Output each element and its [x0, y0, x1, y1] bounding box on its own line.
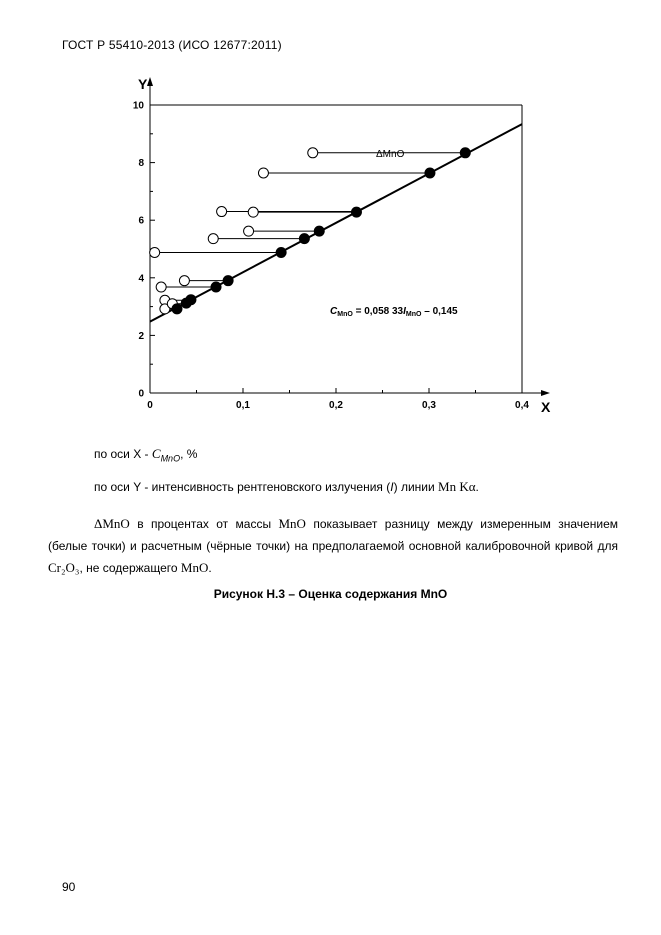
y-tick-label: 0 — [138, 388, 144, 400]
measured-point — [217, 207, 227, 217]
measured-point — [208, 234, 218, 244]
measured-point — [179, 276, 189, 286]
x-tick-label: 0,2 — [329, 400, 343, 411]
calculated-point — [211, 282, 221, 292]
x-tick-labels — [147, 400, 529, 411]
x-axis-caption: по оси X - $C_{MnO}$, % — [94, 446, 198, 464]
x-axis-label: X — [541, 399, 551, 415]
y-axis-arrow — [147, 77, 153, 86]
y-tick-label: 10 — [132, 100, 144, 112]
y-tick-label: 8 — [138, 158, 144, 170]
x-axis-arrow — [541, 390, 550, 396]
calculated-point — [172, 304, 182, 314]
delta-label: ΔMnO — [376, 149, 405, 160]
calculated-point — [314, 226, 324, 236]
x-tick-label: 0,1 — [236, 400, 250, 411]
x-tick-label: 0,3 — [422, 400, 436, 411]
page-number: 90 — [62, 880, 76, 894]
y-tick-label: 2 — [138, 330, 144, 342]
x-tick-label: 0 — [147, 400, 153, 411]
calibration-chart — [118, 68, 558, 418]
measured-point — [244, 226, 254, 236]
delta-connectors — [160, 153, 466, 309]
y-tick-labels — [133, 101, 145, 400]
y-tick-label: 4 — [138, 273, 144, 285]
calculated-point — [460, 148, 470, 158]
measured-point — [156, 282, 166, 292]
x-tick-label: 0,4 — [515, 400, 529, 411]
y-axis-caption: по оси Y - интенсивность рентгеновского излучения (I) линии Mn Kα. — [94, 479, 479, 494]
measured-point — [308, 148, 318, 158]
calculated-point — [276, 247, 286, 257]
explanation-paragraph: ΔMnO в процентах от массы MnO показывает разницу между измеренным значением (белые точки) и расчетным (чёрные точки) на предполагаемой основной калибровочной кривой для Cr₂O₃, не содержащего MnO. — [48, 516, 618, 575]
calculated-point — [351, 207, 361, 217]
running-header: ГОСТ Р 55410-2013 (ИСО 12677:2011) — [62, 38, 282, 52]
measured-point — [258, 168, 268, 178]
equation-label: $C_{MnO} = 0,058$ $33I_{MnO} - 0,145$ — [330, 306, 458, 318]
measured-point — [150, 247, 160, 257]
measured-point — [248, 207, 258, 217]
plot-frame — [147, 77, 550, 396]
calculated-point — [186, 295, 196, 305]
y-tick-label: 6 — [138, 215, 144, 227]
figure-title: Рисунок Н.3 – Оценка содержания MnO — [213, 587, 448, 601]
calculated-point — [299, 234, 309, 244]
calculated-point — [223, 276, 233, 286]
y-axis-label: Y — [138, 76, 148, 92]
calculated-point — [425, 168, 435, 178]
